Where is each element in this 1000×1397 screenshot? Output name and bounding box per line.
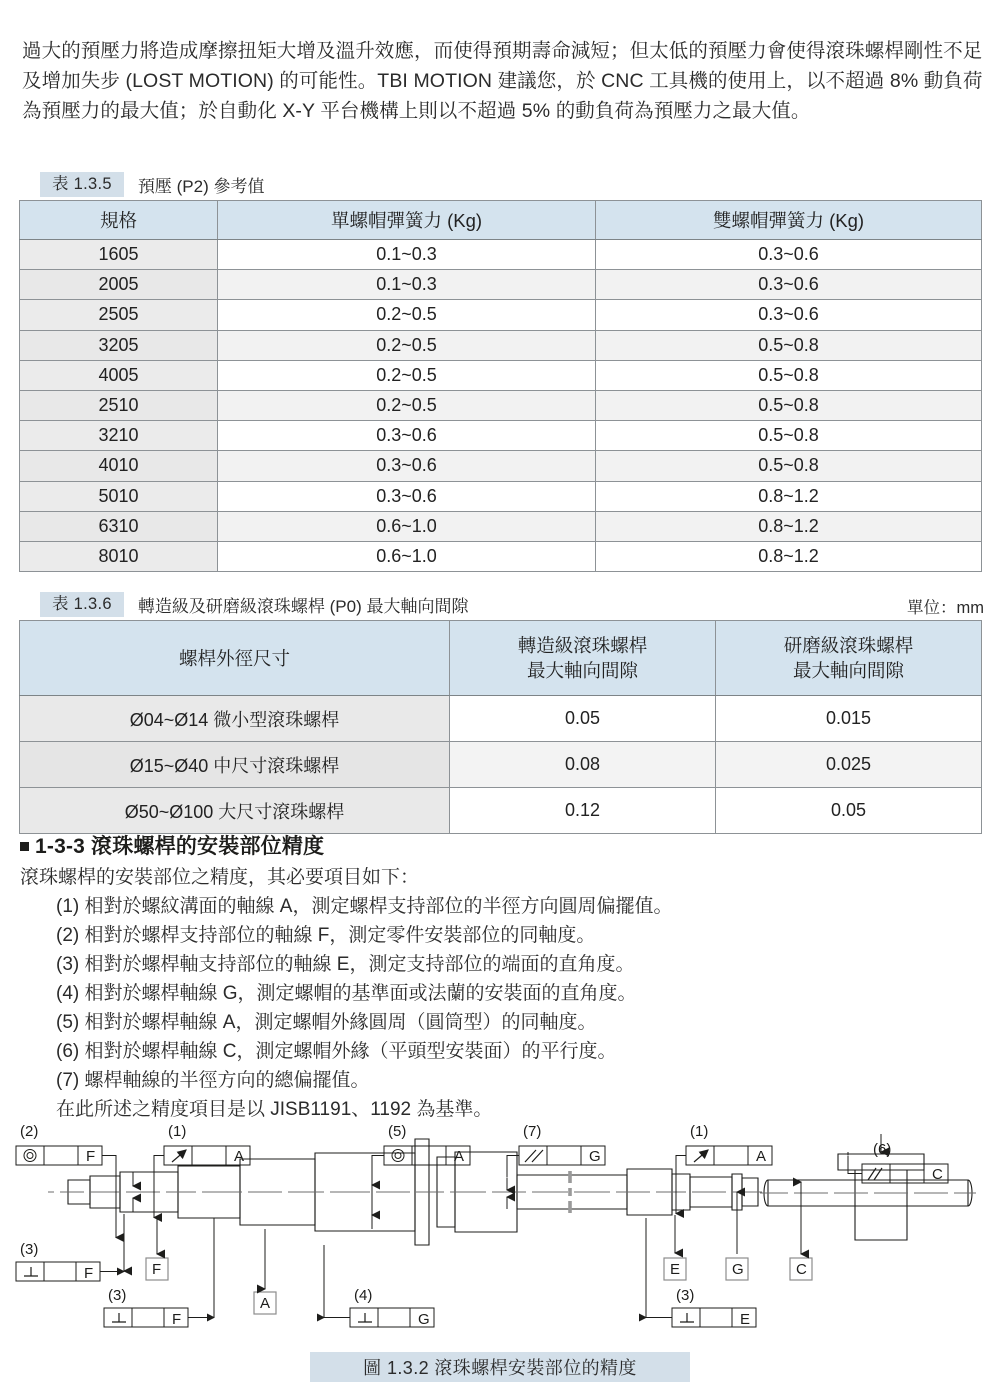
list-item: (5) 相對於螺桿軸線 A，測定螺帽外緣圓周（圓筒型）的同軸度。: [56, 1012, 597, 1033]
callout-datum: C: [932, 1166, 943, 1183]
table-136-col-ground-line1: 研磨級滾珠螺桿: [783, 635, 914, 656]
callout-number: (2): [20, 1123, 39, 1140]
cell-shaft-diameter: Ø15~Ø40 中尺寸滾珠螺桿: [20, 742, 450, 788]
callout-4-box: [324, 1245, 434, 1328]
table-row: [20, 742, 982, 788]
cell-spec: 4005: [20, 360, 218, 390]
cell-spec: 3205: [20, 330, 218, 360]
table-row: [20, 696, 982, 742]
list-item: (4) 相對於螺桿軸線 G，測定螺帽的基準面或法蘭的安裝面的直角度。: [56, 983, 637, 1004]
cell-double-nut-force: 0.3~0.6: [596, 270, 982, 300]
cell-single-nut-force: 0.6~1.0: [218, 541, 596, 571]
cell-spec: 2505: [20, 300, 218, 330]
cell-spec: 6310: [20, 511, 218, 541]
cell-single-nut-force: 0.2~0.5: [218, 300, 596, 330]
table-row: [20, 451, 982, 481]
cell-double-nut-force: 0.8~1.2: [596, 481, 982, 511]
table-row: [20, 541, 982, 571]
table-135-col-spec: 規格: [20, 201, 218, 240]
cell-single-nut-force: 0.2~0.5: [218, 330, 596, 360]
cell-spec: 8010: [20, 541, 218, 571]
callout-number: (7): [523, 1123, 542, 1140]
callout-datum: F: [86, 1148, 96, 1165]
callout-datum: G: [589, 1148, 601, 1165]
cell-spec: 5010: [20, 481, 218, 511]
table-135-header-row: [20, 201, 982, 240]
cell-double-nut-force: 0.3~0.6: [596, 300, 982, 330]
cell-rolled-clearance: 0.05: [450, 696, 716, 742]
svg-text:C: C: [796, 1261, 807, 1278]
callout-datum: G: [418, 1311, 430, 1328]
callout-datum: A: [756, 1148, 767, 1165]
table-row: [20, 421, 982, 451]
table-136-col-rolled-line2: 最大軸向間隙: [526, 660, 638, 681]
table-136-col-ground-line2: 最大軸向間隙: [792, 660, 904, 681]
callout-number: (5): [388, 1123, 407, 1140]
table-135-col-single: 單螺帽彈簧力 (Kg): [218, 201, 596, 240]
table-row: [20, 788, 982, 834]
figure-caption: 圖 1.3.2 滾珠螺桿安裝部位的精度: [310, 1352, 690, 1382]
cell-single-nut-force: 0.6~1.0: [218, 511, 596, 541]
table-preload-reference: [19, 200, 982, 572]
table-136-col-ground: [716, 621, 982, 696]
svg-text:E: E: [670, 1261, 681, 1278]
callout-6-box: [848, 1141, 948, 1183]
list-item: (7) 螺桿軸線的半徑方向的總偏擺值。: [56, 1070, 370, 1091]
table-136-badge: 表 1.3.6: [40, 592, 124, 617]
callout-datum: E: [740, 1311, 751, 1328]
section-lead-text: 滾珠螺桿的安裝部位之精度，其必要項目如下：: [20, 867, 420, 888]
table-row: [20, 270, 982, 300]
callout-3a-box: [16, 1214, 124, 1282]
cell-single-nut-force: 0.1~0.3: [218, 270, 596, 300]
cell-double-nut-force: 0.5~0.8: [596, 360, 982, 390]
figure-132-drawing: [0, 1122, 1000, 1352]
callout-datum: A: [234, 1148, 245, 1165]
table-135-badge: 表 1.3.5: [40, 172, 124, 197]
datum-label-f1: [146, 1218, 168, 1280]
datum-label-e1: [664, 1215, 686, 1280]
intro-paragraph: 過大的預壓力將造成摩擦扭矩大增及溫升效應，而使得預期壽命減短；但太低的預壓力會使得滾珠螺桿剛性不足及增加失步 (LOST MOTION) 的可能性。TBI MOTION 建議您，於 CNC 工具機的使用上，以不超過 8% 動負荷為預壓力的最大值；於自動化 X-Y 平台機構上則以不超過 5% 的動負荷為預壓力之最大值。: [22, 40, 983, 122]
table-135-col-double: 雙螺帽彈簧力 (Kg): [596, 201, 982, 240]
table-136-col-rolled: [450, 621, 716, 696]
cell-double-nut-force: 0.5~0.8: [596, 421, 982, 451]
table-row: [20, 240, 982, 270]
cell-spec: 2510: [20, 390, 218, 420]
cell-single-nut-force: 0.3~0.6: [218, 451, 596, 481]
table-135-caption: [40, 172, 264, 197]
callout-number: (1): [168, 1123, 187, 1140]
table-row: [20, 511, 982, 541]
callout-datum: A: [454, 1148, 465, 1165]
section-closing-text: 在此所述之精度項目是以 JISB1191、1192 為基準。: [56, 1099, 493, 1120]
callout-7-box: [507, 1123, 605, 1178]
cell-ground-clearance: 0.05: [716, 788, 982, 834]
svg-text:A: A: [260, 1295, 271, 1312]
cell-double-nut-force: 0.5~0.8: [596, 330, 982, 360]
table-row: [20, 300, 982, 330]
list-item: (2) 相對於螺桿支持部位的軸線 F，測定零件安裝部位的同軸度。: [56, 925, 596, 946]
cell-spec: 4010: [20, 451, 218, 481]
table-136-header-row: [20, 621, 982, 696]
table-row: [20, 481, 982, 511]
callout-2-box: [16, 1123, 116, 1238]
table-axial-clearance: [19, 620, 982, 834]
datum-label-g1: [726, 1192, 748, 1280]
callout-number: (6): [873, 1141, 892, 1158]
cell-rolled-clearance: 0.08: [450, 742, 716, 788]
cell-single-nut-force: 0.2~0.5: [218, 360, 596, 390]
cell-single-nut-force: 0.1~0.3: [218, 240, 596, 270]
list-item: (3) 相對於螺桿軸支持部位的軸線 E，測定支持部位的端面的直角度。: [56, 954, 635, 975]
callout-datum: F: [84, 1265, 94, 1282]
svg-text:G: G: [732, 1261, 744, 1278]
table-row: [20, 360, 982, 390]
cell-spec: 2005: [20, 270, 218, 300]
table-136-caption: [40, 592, 468, 617]
cell-shaft-diameter: Ø50~Ø100 大尺寸滾珠螺桿: [20, 788, 450, 834]
cell-double-nut-force: 0.5~0.8: [596, 390, 982, 420]
cell-double-nut-force: 0.3~0.6: [596, 240, 982, 270]
table-row: [20, 330, 982, 360]
cell-single-nut-force: 0.3~0.6: [218, 481, 596, 511]
section-heading: [20, 830, 324, 860]
table-136-col-size: 螺桿外徑尺寸: [20, 621, 450, 696]
callout-number: (3): [20, 1241, 39, 1258]
table-136-col-rolled-line1: 轉造級滾珠螺桿: [517, 635, 648, 656]
cell-shaft-diameter: Ø04~Ø14 微小型滾珠螺桿: [20, 696, 450, 742]
section-heading-text: 1-3-3 滾珠螺桿的安裝部位精度: [35, 835, 325, 858]
list-item: (6) 相對於螺桿軸線 C，測定螺帽外緣（平頭型安裝面）的平行度。: [56, 1041, 617, 1062]
callout-1a-box: [154, 1123, 250, 1218]
cell-single-nut-force: 0.3~0.6: [218, 421, 596, 451]
cell-single-nut-force: 0.2~0.5: [218, 390, 596, 420]
callout-number: (1): [690, 1123, 709, 1140]
bullet-square-icon: [20, 842, 29, 851]
table-136-unit-note: 單位：mm: [907, 599, 984, 617]
cell-double-nut-force: 0.8~1.2: [596, 511, 982, 541]
cell-ground-clearance: 0.015: [716, 696, 982, 742]
list-item: (1) 相對於螺紋溝面的軸線 A，測定螺桿支持部位的半徑方向圓周偏擺值。: [56, 896, 673, 917]
cell-spec: 1605: [20, 240, 218, 270]
callout-number: (4): [354, 1287, 373, 1304]
callout-datum: F: [172, 1311, 182, 1328]
table-135-caption-text: 預壓 (P2) 參考值: [137, 177, 265, 196]
callout-number: (3): [108, 1287, 127, 1304]
svg-text:F: F: [152, 1261, 162, 1278]
datum-label-c1: [790, 1182, 812, 1280]
callout-number: (3): [676, 1287, 695, 1304]
cell-spec: 3210: [20, 421, 218, 451]
cell-ground-clearance: 0.025: [716, 742, 982, 788]
datum-label-a1: [254, 1229, 276, 1314]
table-136-caption-text: 轉造級及研磨級滾珠螺桿 (P0) 最大軸向間隙: [137, 597, 469, 616]
cell-rolled-clearance: 0.12: [450, 788, 716, 834]
cell-double-nut-force: 0.5~0.8: [596, 451, 982, 481]
cell-double-nut-force: 0.8~1.2: [596, 541, 982, 571]
table-row: [20, 390, 982, 420]
